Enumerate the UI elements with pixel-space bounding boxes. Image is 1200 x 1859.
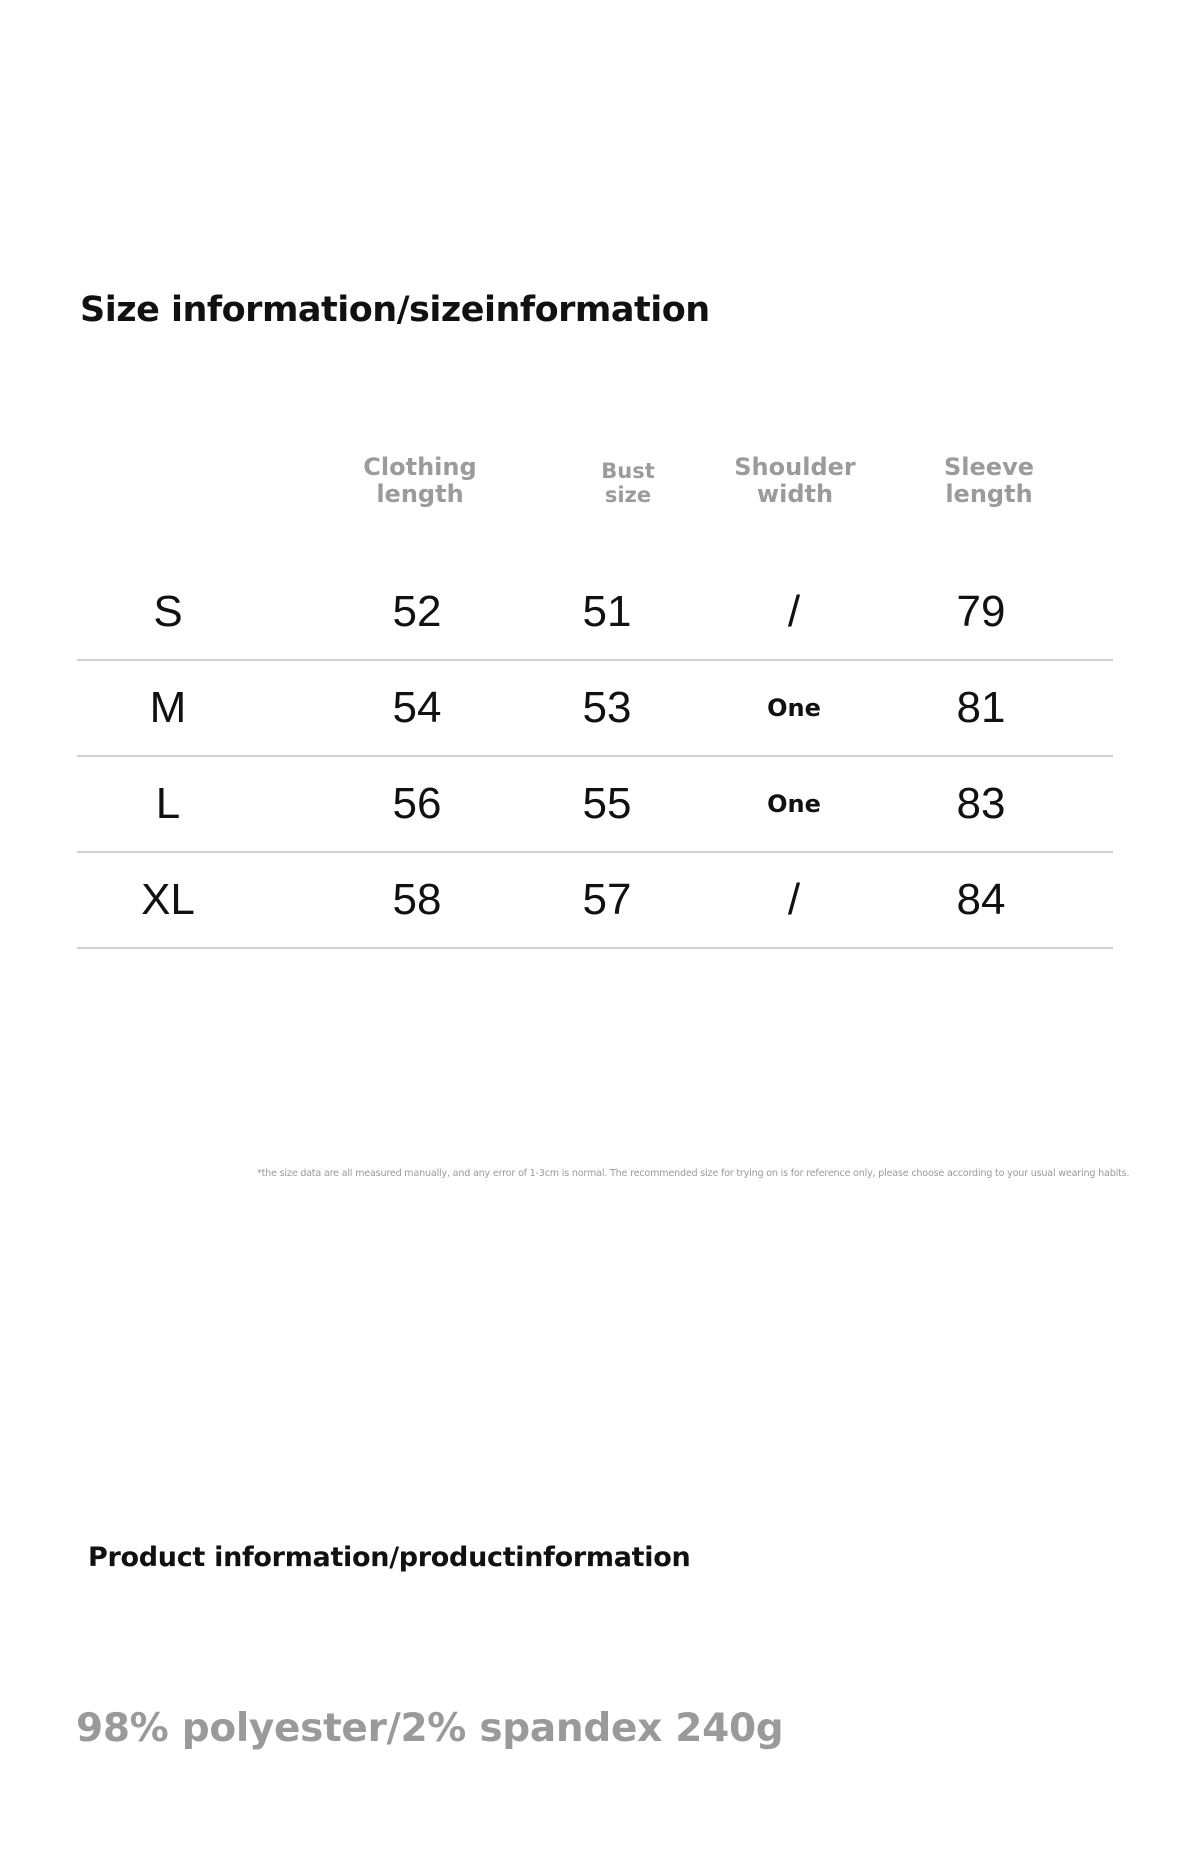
table-row <box>77 661 1113 757</box>
shoulder-width-value: One <box>767 694 821 722</box>
shoulder-width-value: / <box>787 587 801 636</box>
product-information-title: Product information/productinformation <box>88 1542 691 1573</box>
size-information-title: Size information/sizeinformation <box>80 290 710 330</box>
header-sleeve-length <box>889 454 1089 508</box>
sleeve-length-value: 83 <box>956 779 1006 828</box>
sleeve-length-value: 79 <box>956 587 1006 636</box>
clothing-length-value: 58 <box>392 875 442 924</box>
shoulder-width-value: / <box>787 875 801 924</box>
header-clothing-length-line1: Clothing <box>363 453 477 481</box>
size-label: XL <box>141 875 195 924</box>
size-footnote: *the size data are all measured manually, and any error of 1-3cm is normal. The recommended size for trying on is for reference only, please choose according to your usual wearing habits. <box>257 1168 1130 1179</box>
clothing-length-value: 52 <box>392 587 442 636</box>
size-label: M <box>149 683 187 732</box>
header-sleeve-length-line2: length <box>945 480 1033 508</box>
sleeve-length-value: 84 <box>956 875 1006 924</box>
bust-size-value: 57 <box>582 875 632 924</box>
clothing-length-value: 56 <box>392 779 442 828</box>
header-sleeve-length-line1: Sleeve <box>944 453 1034 481</box>
sleeve-length-value: 81 <box>956 683 1006 732</box>
table-row <box>77 757 1113 853</box>
header-clothing-length <box>320 454 520 508</box>
header-clothing-length-line2: length <box>376 480 464 508</box>
header-bust-size-line1: Bust <box>601 459 655 483</box>
bust-size-value: 53 <box>582 683 632 732</box>
bust-size-value: 51 <box>582 587 632 636</box>
header-shoulder-width <box>695 454 895 508</box>
header-bust-size-line2: size <box>604 483 652 507</box>
clothing-length-value: 54 <box>392 683 442 732</box>
size-table <box>77 565 1113 949</box>
shoulder-width-value: One <box>767 790 821 818</box>
bust-size-value: 55 <box>582 779 632 828</box>
size-label: S <box>153 587 183 636</box>
size-label: L <box>155 779 181 828</box>
header-shoulder-width-line2: width <box>756 480 834 508</box>
table-row <box>77 853 1113 949</box>
header-shoulder-width-line1: Shoulder <box>734 453 856 481</box>
material-composition: 98% polyester/2% spandex 240g <box>76 1706 784 1751</box>
table-row <box>77 565 1113 661</box>
